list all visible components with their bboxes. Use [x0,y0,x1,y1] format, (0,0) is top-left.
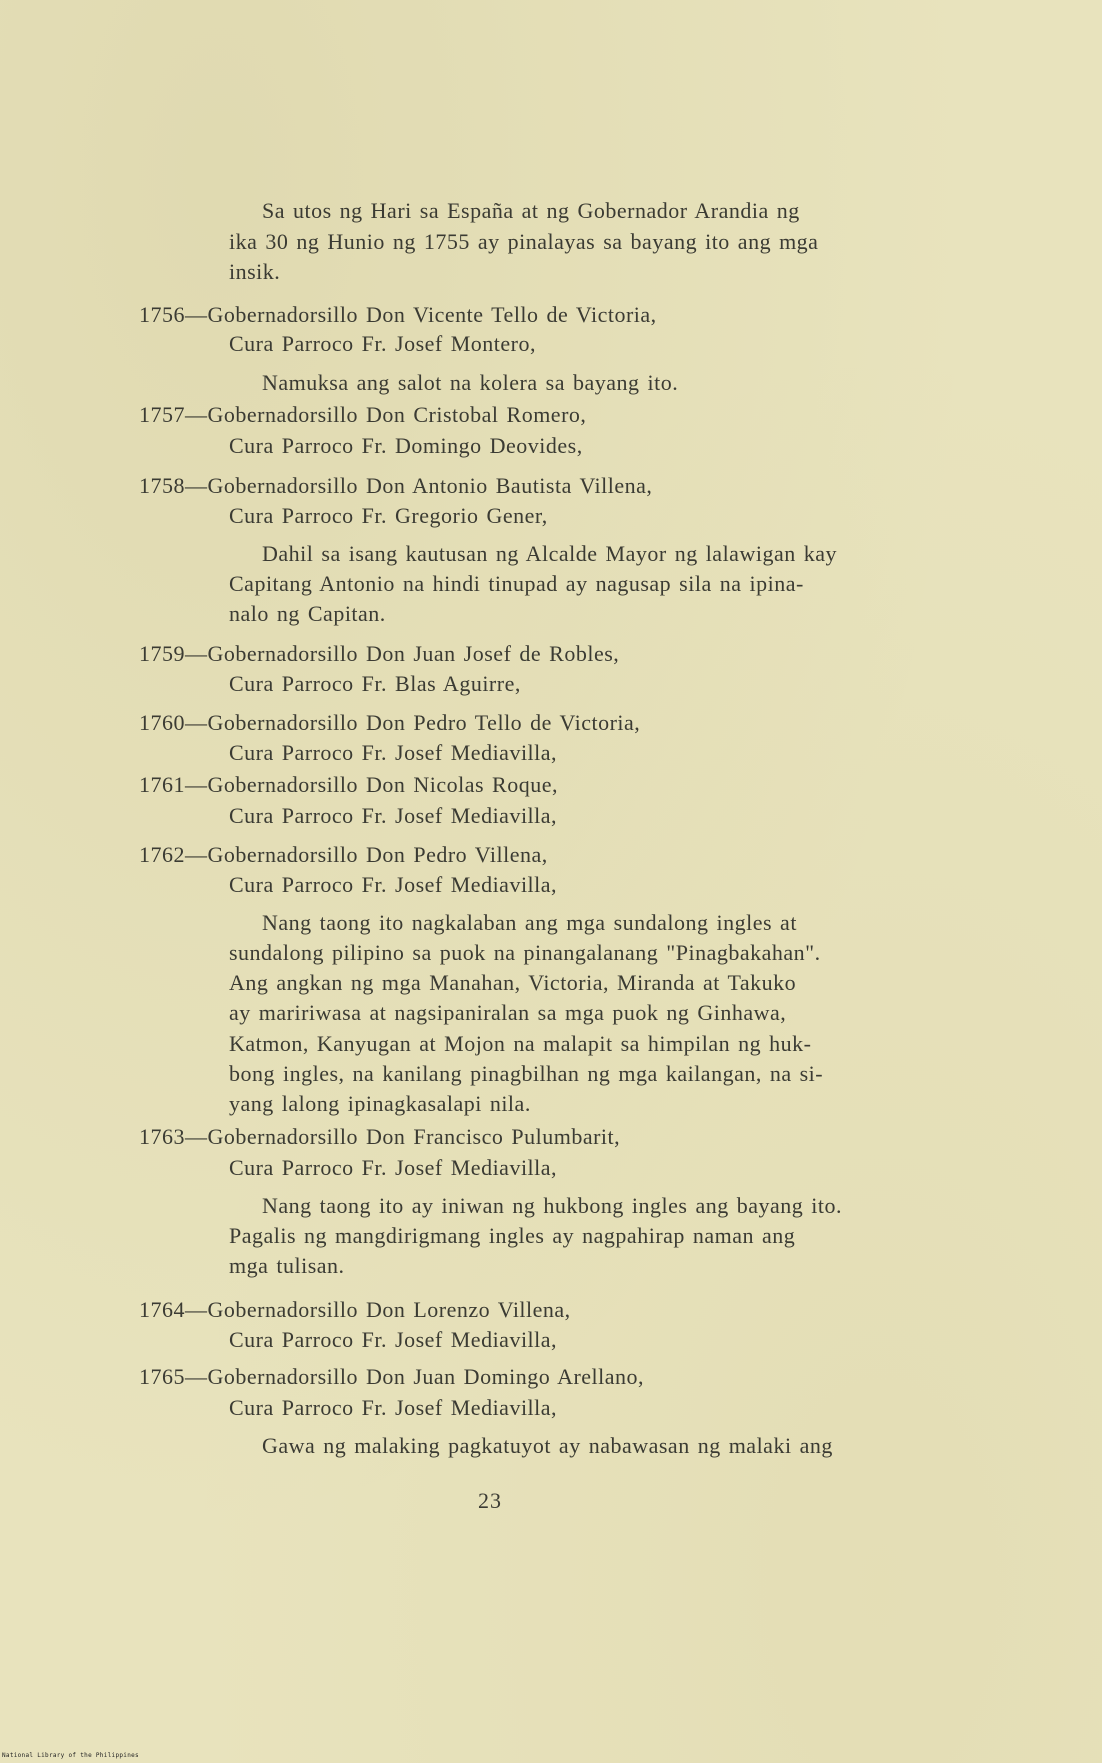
note-line: sundalong pilipino sa puok na pinangalanang "Pinagbakahan". [229,940,821,965]
note-line: ay maririwasa at nagsipaniralan sa mga puok ng Ginhawa, [229,1000,787,1025]
intro-line: Sa utos ng Hari sa España at ng Gobernador Arandia ng [262,198,800,223]
note-line: Capitang Antonio na hindi tinupad ay nagusap sila na ipina- [229,571,804,596]
intro-line: ika 30 ng Hunio ng 1755 ay pinalayas sa bayang ito ang mga [229,229,819,254]
note-line: Pagalis ng mangdirigmang ingles ay nagpahirap naman ang [229,1223,796,1248]
governor-entry-line: 1761—Gobernadorsillo Don Nicolas Roque, [139,772,558,797]
cura-parroco-line: Cura Parroco Fr. Josef Mediavilla, [229,872,558,897]
note-line: Katmon, Kanyugan at Mojon na malapit sa himpilan ng huk- [229,1031,812,1056]
note-line: Gawa ng malaking pagkatuyot ay nabawasan ng malaki ang [262,1433,833,1458]
cura-parroco-line: Cura Parroco Fr. Josef Mediavilla, [229,1327,558,1352]
note-line: Ang angkan ng mga Manahan, Victoria, Miranda at Takuko [229,970,797,995]
note-line: yang lalong ipinagkasalapi nila. [229,1091,531,1116]
cura-parroco-line: Cura Parroco Fr. Josef Mediavilla, [229,740,558,765]
note-line: bong ingles, na kanilang pinagbilhan ng mga kailangan, na si- [229,1061,824,1086]
governor-entry-line: 1760—Gobernadorsillo Don Pedro Tello de Victoria, [139,710,641,735]
governor-entry-line: 1764—Gobernadorsillo Don Lorenzo Villena, [139,1297,571,1322]
cura-parroco-line: Cura Parroco Fr. Blas Aguirre, [229,671,521,696]
governor-entry-line: 1762—Gobernadorsillo Don Pedro Villena, [139,842,548,867]
cura-parroco-line: Cura Parroco Fr. Domingo Deovides, [229,433,583,458]
note-line: mga tulisan. [229,1253,345,1278]
cura-parroco-line: Cura Parroco Fr. Josef Mediavilla, [229,803,558,828]
cura-parroco-line: Cura Parroco Fr. Josef Montero, [229,331,537,356]
governor-entry-line: 1763—Gobernadorsillo Don Francisco Pulumbarit, [139,1124,621,1149]
note-line: Namuksa ang salot na kolera sa bayang ito. [262,370,679,395]
cura-parroco-line: Cura Parroco Fr. Josef Mediavilla, [229,1395,558,1420]
note-line: nalo ng Capitan. [229,601,386,626]
library-credit: National Library of the Philippines [2,1752,139,1759]
governor-entry-line: 1765—Gobernadorsillo Don Juan Domingo Arellano, [139,1364,645,1389]
note-line: Nang taong ito nagkalaban ang mga sundalong ingles at [262,910,797,935]
governor-entry-line: 1756—Gobernadorsillo Don Vicente Tello de Victoria, [139,302,657,327]
cura-parroco-line: Cura Parroco Fr. Gregorio Gener, [229,503,548,528]
cura-parroco-line: Cura Parroco Fr. Josef Mediavilla, [229,1155,558,1180]
governor-entry-line: 1758—Gobernadorsillo Don Antonio Bautista Villena, [139,473,653,498]
page-number: 23 [478,1488,502,1513]
governor-entry-line: 1759—Gobernadorsillo Don Juan Josef de Robles, [139,641,620,666]
governor-entry-line: 1757—Gobernadorsillo Don Cristobal Romero, [139,402,587,427]
note-line: Dahil sa isang kautusan ng Alcalde Mayor ng lalawigan kay [262,541,837,566]
intro-line: insik. [229,259,281,284]
note-line: Nang taong ito ay iniwan ng hukbong ingles ang bayang ito. [262,1193,842,1218]
